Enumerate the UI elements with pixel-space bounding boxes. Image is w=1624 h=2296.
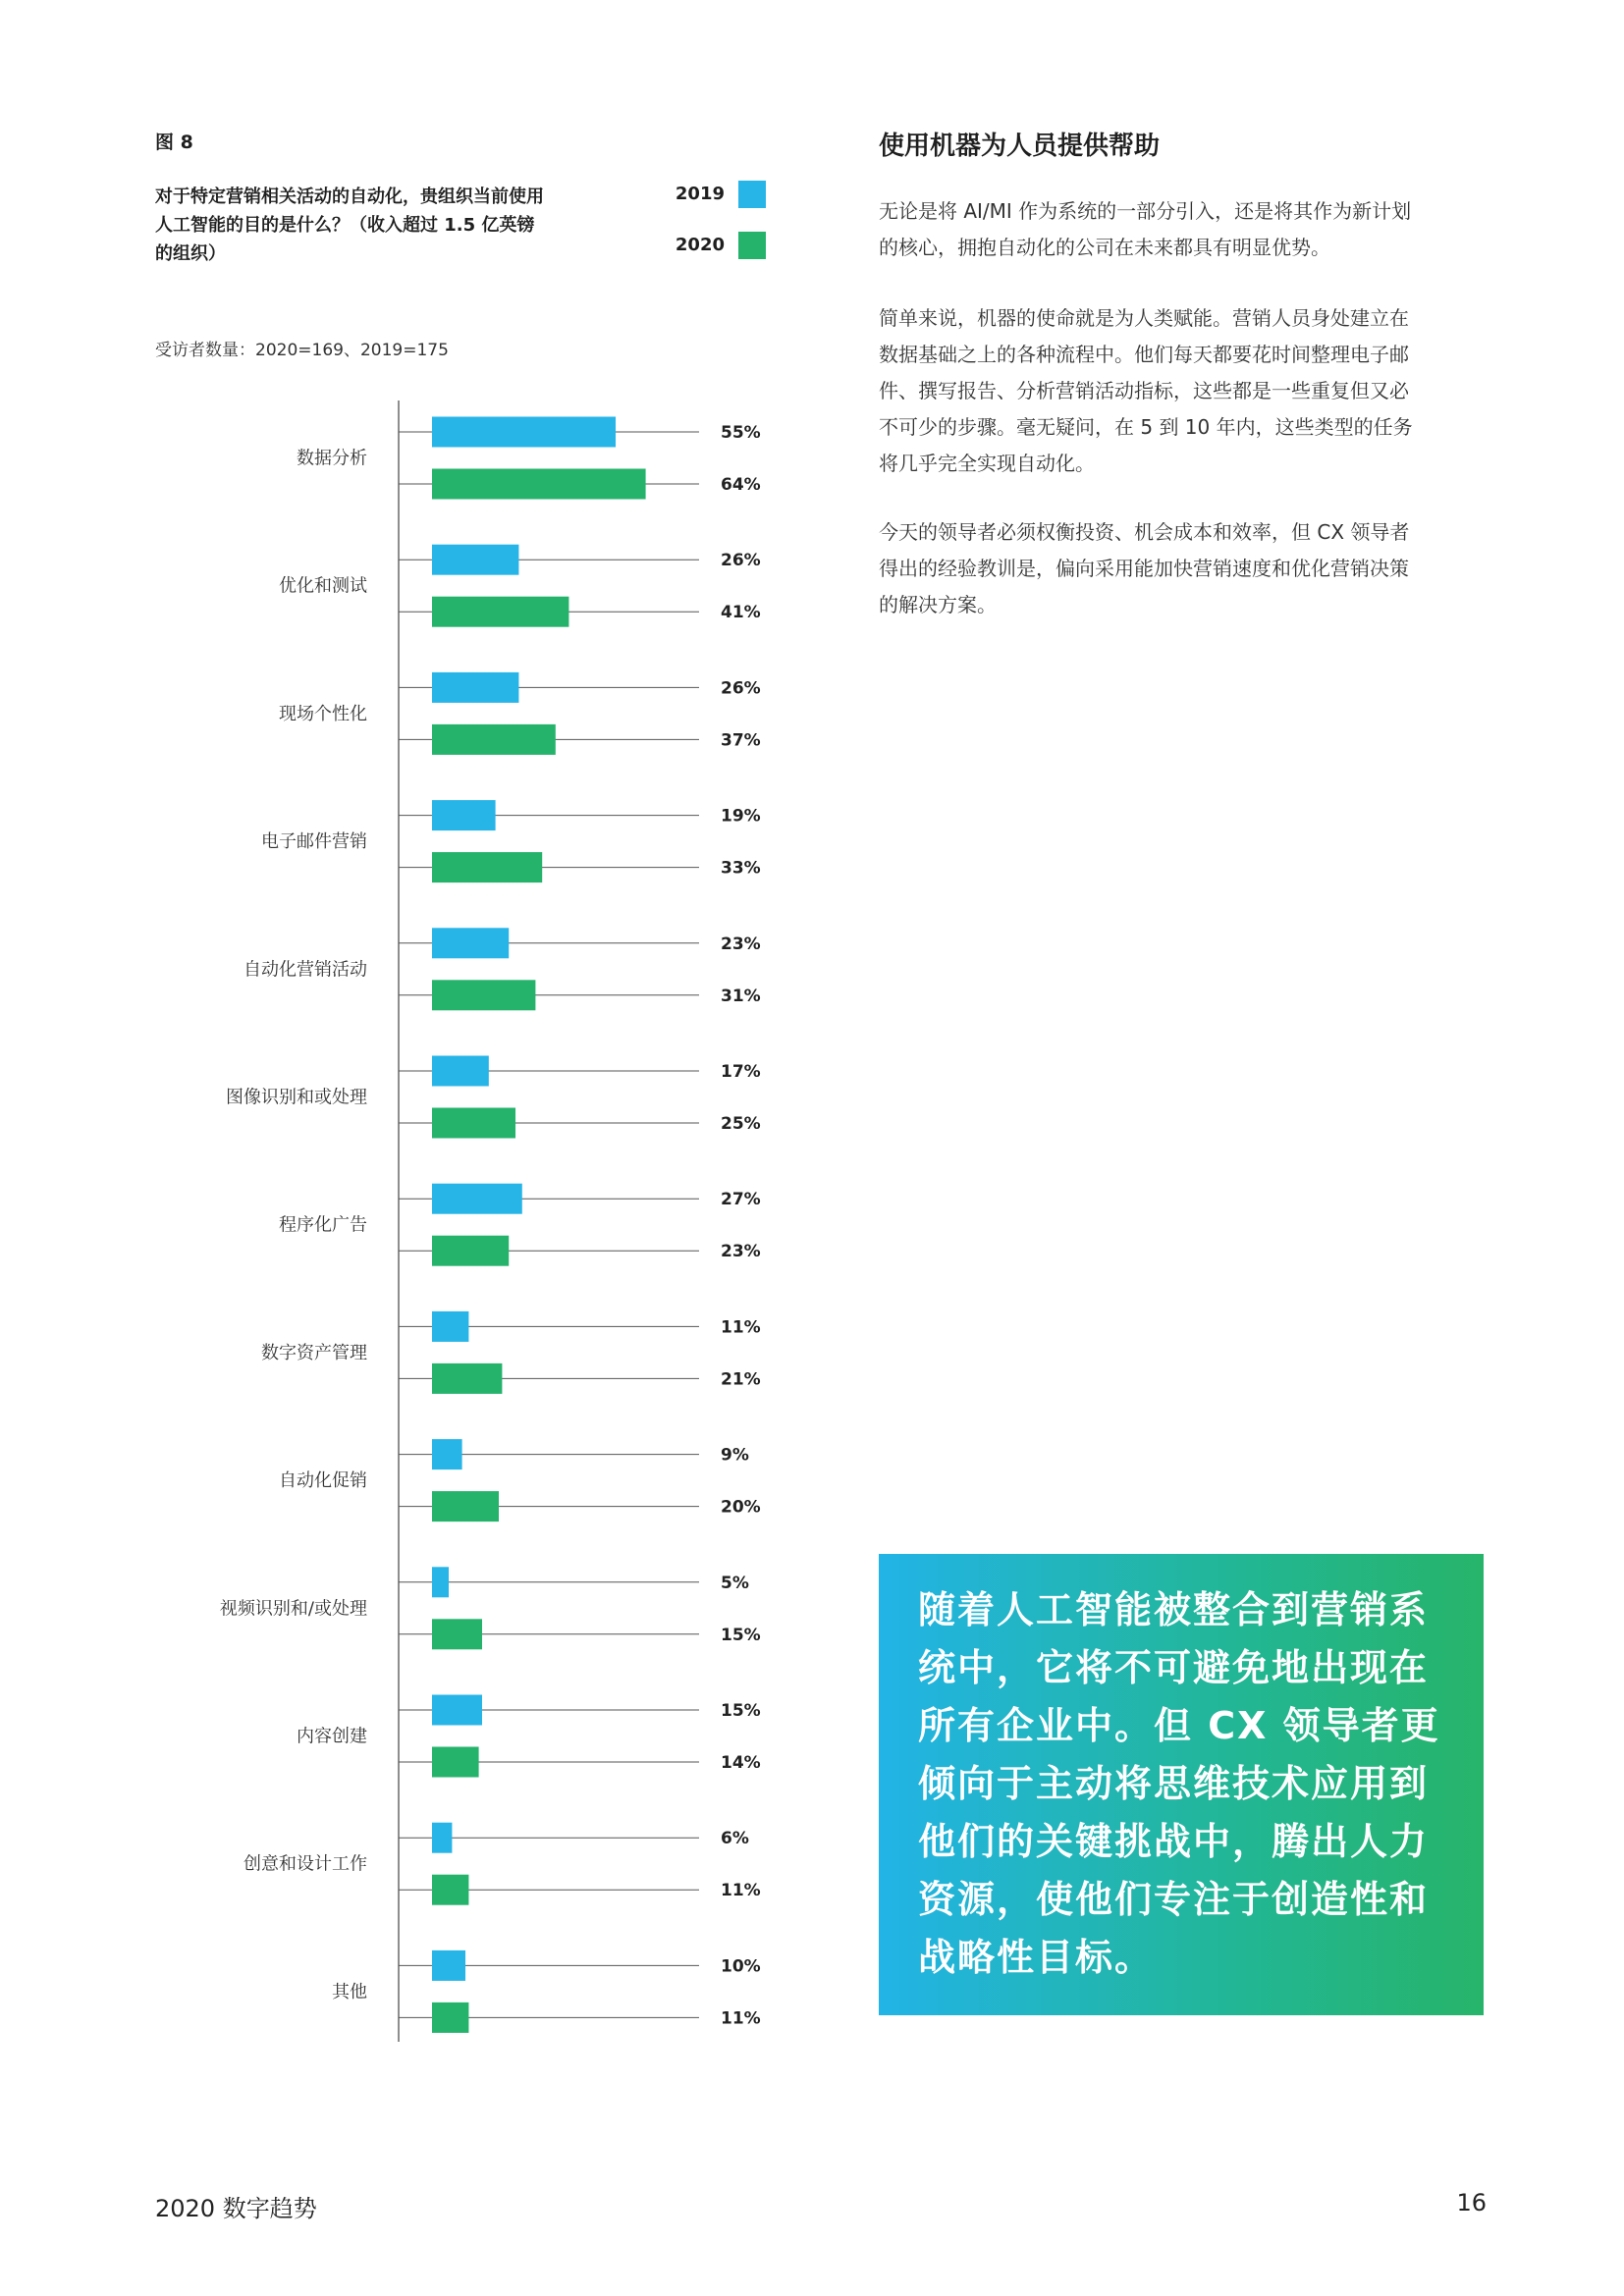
value-label: 23% <box>721 1242 761 1262</box>
paragraph-line: 的核心，拥抱自动化的公司在未来都具有明显优势。 <box>879 236 1330 259</box>
bar-2020 <box>432 980 535 1010</box>
legend-item-2019 <box>668 181 766 210</box>
value-label: 14% <box>721 1753 761 1773</box>
value-label: 21% <box>721 1369 761 1390</box>
figure-question: 对于特定营销相关活动的自动化，贵组织当前使用人工智能的目的是什么？（收入超过 1.5 亿英镑的组织） <box>155 187 544 264</box>
bar-2019 <box>432 545 518 575</box>
value-label: 33% <box>721 858 761 879</box>
value-label: 64% <box>721 475 761 495</box>
bar-2019 <box>432 928 509 958</box>
bar-2020 <box>432 1108 515 1139</box>
bar-2019 <box>432 1439 462 1469</box>
value-label: 19% <box>721 806 761 827</box>
page-number: 16 <box>1456 2189 1487 2216</box>
bar-2019 <box>432 1695 482 1726</box>
category-label: 数字资产管理 <box>261 1342 367 1363</box>
value-label: 27% <box>721 1190 761 1210</box>
footer-title: 2020 数字趋势 <box>155 2195 317 2222</box>
paragraph-line: 不可少的步骤。毫无疑问，在 5 到 10 年内，这些类型的任务 <box>879 415 1413 439</box>
category-label: 创意和设计工作 <box>244 1853 367 1875</box>
category-label: 内容创建 <box>297 1726 367 1747</box>
value-label: 9% <box>721 1445 749 1466</box>
category-label: 程序化广告 <box>279 1214 367 1236</box>
paragraph-line: 得出的经验教训是，偏向采用能加快营销速度和优化营销决策 <box>879 557 1409 580</box>
bar-2020 <box>432 1747 479 1778</box>
value-label: 25% <box>721 1114 761 1134</box>
value-label: 41% <box>721 603 761 623</box>
bar-2020 <box>432 597 568 627</box>
bar-chart <box>0 393 805 2042</box>
paragraph-line: 数据基础之上的各种流程中。他们每天都要花时间整理电子邮 <box>879 343 1409 366</box>
value-label: 15% <box>721 1625 761 1645</box>
value-label: 11% <box>721 1881 761 1901</box>
bar-2019 <box>432 1567 449 1597</box>
article-paragraph-3 <box>879 514 1488 623</box>
value-label: 5% <box>721 1573 749 1593</box>
bar-2020 <box>432 1491 499 1522</box>
value-label: 55% <box>721 423 761 443</box>
callout-line: 随着人工智能被整合到营销系 <box>918 1588 1430 1631</box>
value-label: 26% <box>721 678 761 699</box>
bar-2019 <box>432 1311 468 1342</box>
bar-2019 <box>432 1056 489 1087</box>
callout-line: 所有企业中。但 CX 领导者更 <box>918 1704 1440 1747</box>
value-label: 11% <box>721 2008 761 2029</box>
category-label: 现场个性化 <box>279 703 367 724</box>
bar-2019 <box>432 672 518 703</box>
paragraph-line: 的解决方案。 <box>879 593 997 616</box>
legend-swatch <box>738 232 766 259</box>
bar-2020 <box>432 724 556 755</box>
category-label: 自动化促销 <box>279 1470 367 1492</box>
value-label: 37% <box>721 730 761 751</box>
article-paragraph-1 <box>879 193 1488 266</box>
bar-2019 <box>432 1184 522 1214</box>
value-label: 15% <box>721 1701 761 1721</box>
bar-2019 <box>432 800 496 830</box>
article-paragraph-2 <box>879 300 1488 482</box>
paragraph-line: 将几乎完全实现自动化。 <box>879 452 1095 475</box>
paragraph-line: 无论是将 AI/MI 作为系统的一部分引入，还是将其作为新计划 <box>879 199 1412 223</box>
category-label: 图像识别和或处理 <box>226 1087 367 1108</box>
category-label: 视频识别和/或处理 <box>219 1598 367 1620</box>
respondent-count: 受访者数量：2020=169、2019=175 <box>155 341 449 360</box>
value-label: 23% <box>721 934 761 954</box>
legend-item-2020 <box>668 232 766 261</box>
bar-2020 <box>432 2002 468 2033</box>
category-label: 其他 <box>332 1981 367 2002</box>
value-label: 20% <box>721 1497 761 1518</box>
callout-line: 倾向于主动将思维技术应用到 <box>918 1762 1430 1805</box>
bar-2020 <box>432 1619 482 1649</box>
legend-year: 2020 <box>675 235 725 255</box>
paragraph-line: 今天的领导者必须权衡投资、机会成本和效率，但 CX 领导者 <box>879 520 1410 544</box>
bar-2020 <box>432 852 542 882</box>
value-label: 17% <box>721 1062 761 1082</box>
category-label: 自动化营销活动 <box>244 959 367 981</box>
paragraph-line: 件、撰写报告、分析营销活动指标，这些都是一些重复但又必 <box>879 379 1409 402</box>
legend-swatch <box>738 181 766 208</box>
value-label: 26% <box>721 551 761 571</box>
callout-line: 资源，使他们专注于创造性和 <box>918 1878 1430 1921</box>
value-label: 31% <box>721 986 761 1006</box>
bar-2020 <box>432 1363 502 1394</box>
category-label: 数据分析 <box>297 448 367 469</box>
pull-quote-callout <box>879 1554 1484 2015</box>
value-label: 6% <box>721 1829 749 1849</box>
category-label: 电子邮件营销 <box>261 831 367 853</box>
callout-line: 战略性目标。 <box>918 1936 1155 1979</box>
bar-2020 <box>432 1875 468 1905</box>
paragraph-line: 简单来说，机器的使命就是为人类赋能。营销人员身处建立在 <box>879 306 1409 330</box>
bar-2019 <box>432 417 616 448</box>
bar-2019 <box>432 1950 465 1981</box>
bar-2020 <box>432 1236 509 1266</box>
callout-line: 统中，它将不可避免地出现在 <box>918 1646 1430 1689</box>
article-title: 使用机器为人员提供帮助 <box>879 132 1161 161</box>
figure-label: 图 8 <box>155 132 193 153</box>
bar-2019 <box>432 1823 452 1853</box>
bar-2020 <box>432 469 646 500</box>
value-label: 11% <box>721 1317 761 1338</box>
value-label: 10% <box>721 1956 761 1977</box>
callout-line: 他们的关键挑战中，腾出人力 <box>918 1820 1430 1863</box>
category-label: 优化和测试 <box>279 575 367 597</box>
legend-year: 2019 <box>675 184 725 204</box>
